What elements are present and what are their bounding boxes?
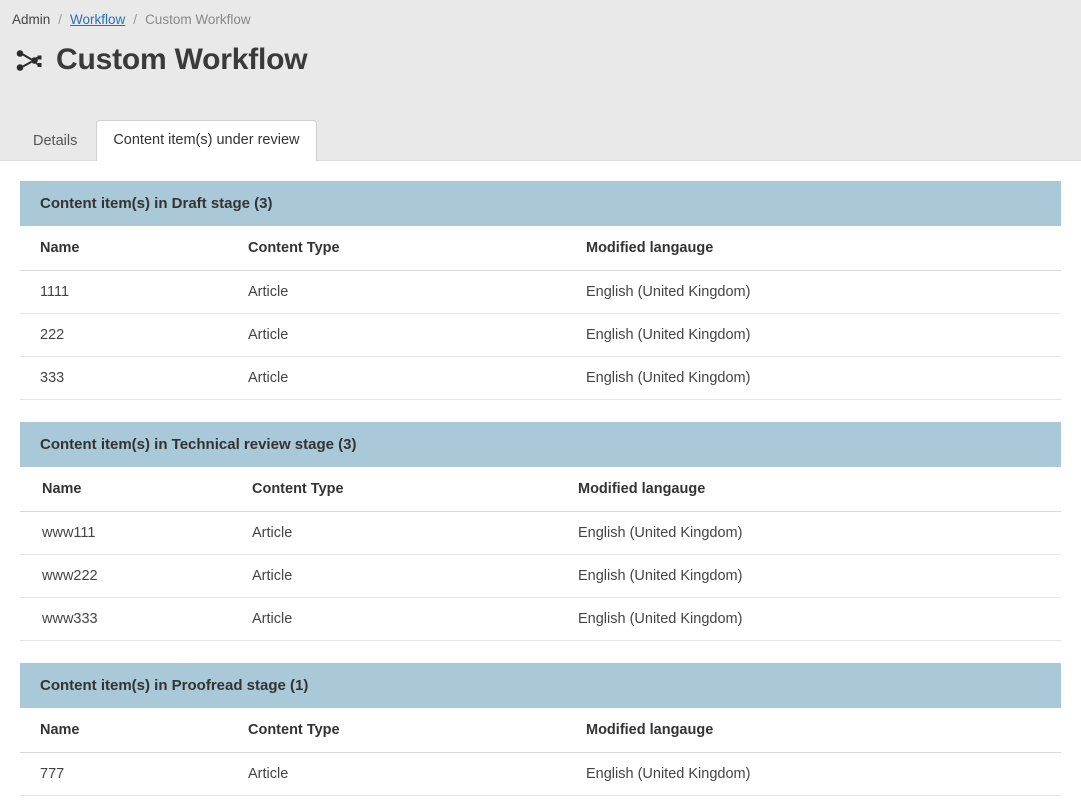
table-row[interactable]: [20, 357, 1061, 400]
panel-technical-review-stage: [20, 422, 1061, 641]
items-table: [20, 708, 1061, 796]
table-header-row: [20, 226, 1061, 271]
table-header-row: [20, 708, 1061, 753]
panel-draft-stage: [20, 181, 1061, 400]
cell-name: www333: [20, 598, 252, 641]
table-row[interactable]: [20, 555, 1061, 598]
cell-modified-language: English (United Kingdom): [586, 753, 1061, 796]
column-header-name: Name: [20, 708, 248, 753]
panel-title: Content item(s) in Draft stage (3): [20, 181, 1061, 226]
cell-name: 333: [20, 357, 248, 400]
cell-content-type: Article: [248, 314, 586, 357]
cell-name: 1111: [20, 271, 248, 314]
cell-content-type: Article: [248, 753, 586, 796]
items-table: [20, 226, 1061, 400]
column-header-name: Name: [20, 467, 252, 512]
cell-modified-language: English (United Kingdom): [578, 555, 1061, 598]
cell-modified-language: English (United Kingdom): [578, 598, 1061, 641]
breadcrumb-separator: /: [133, 12, 138, 27]
column-header-modified-language: Modified langauge: [586, 226, 1061, 271]
table-header-row: [20, 467, 1061, 512]
items-table: [20, 467, 1061, 641]
cell-modified-language: English (United Kingdom): [578, 512, 1061, 555]
column-header-content-type: Content Type: [252, 467, 578, 512]
column-header-name: Name: [20, 226, 248, 271]
table-row[interactable]: [20, 598, 1061, 641]
main-content: [0, 161, 1081, 796]
cell-modified-language: English (United Kingdom): [586, 357, 1061, 400]
column-header-modified-language: Modified langauge: [586, 708, 1061, 753]
breadcrumb: [0, 0, 1081, 27]
page-header: [0, 0, 1081, 161]
column-header-content-type: Content Type: [248, 226, 586, 271]
breadcrumb-item-admin[interactable]: Admin: [12, 12, 51, 27]
cell-name: www222: [20, 555, 252, 598]
cell-modified-language: English (United Kingdom): [586, 271, 1061, 314]
table-row[interactable]: [20, 271, 1061, 314]
table-row[interactable]: [20, 314, 1061, 357]
page-title: Custom Workflow: [56, 43, 308, 76]
cell-modified-language: English (United Kingdom): [586, 314, 1061, 357]
cell-name: 777: [20, 753, 248, 796]
workflow-icon: [14, 47, 44, 77]
column-header-modified-language: Modified langauge: [578, 467, 1061, 512]
breadcrumb-separator: /: [58, 12, 63, 27]
panel-title: Content item(s) in Technical review stage (3): [20, 422, 1061, 467]
tab-bar: [14, 120, 317, 161]
cell-name: 222: [20, 314, 248, 357]
cell-name: www111: [20, 512, 252, 555]
tab-content-items-under-review[interactable]: Content item(s) under review: [96, 120, 316, 161]
panel-title: Content item(s) in Proofread stage (1): [20, 663, 1061, 708]
table-row[interactable]: [20, 753, 1061, 796]
cell-content-type: Article: [248, 357, 586, 400]
column-header-content-type: Content Type: [248, 708, 586, 753]
cell-content-type: Article: [252, 512, 578, 555]
breadcrumb-item-workflow[interactable]: Workflow: [70, 12, 126, 27]
panel-proofread-stage: [20, 663, 1061, 796]
tab-details[interactable]: Details: [33, 132, 78, 149]
breadcrumb-item-current: Custom Workflow: [145, 12, 251, 27]
cell-content-type: Article: [248, 271, 586, 314]
title-row: [0, 27, 1081, 75]
cell-content-type: Article: [252, 598, 578, 641]
table-row[interactable]: [20, 512, 1061, 555]
cell-content-type: Article: [252, 555, 578, 598]
